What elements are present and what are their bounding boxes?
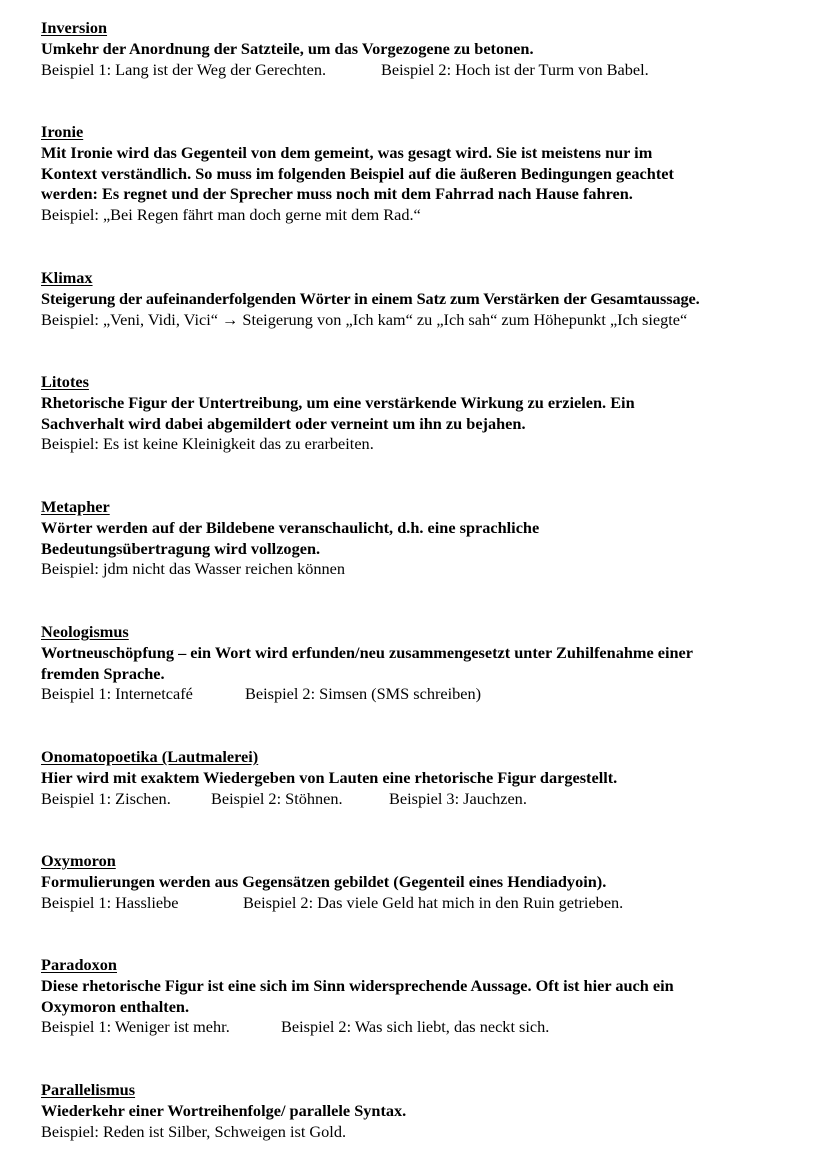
definition-line: Rhetorische Figur der Untertreibung, um eine verstärkende Wirkung zu erzielen. Ein (41, 392, 635, 412)
example-line (41, 559, 821, 580)
entry-neologismus (41, 622, 821, 705)
definition-line: Formulierungen werden aus Gegensätzen gebildet (Gegenteil eines Hendiadyoin). (41, 871, 607, 891)
example-text: Beispiel 3: Jauchzen. (389, 788, 527, 808)
term-heading: Metapher (41, 497, 110, 516)
entry-klimax (41, 268, 821, 330)
term-heading: Inversion (41, 18, 108, 37)
entry-metapher (41, 497, 821, 580)
example-text: Beispiel: „Veni, Vidi, Vici“ → Steigerung von „Ich kam“ zu „Ich sah“ zum Höhepunkt „Ich siegte“ (41, 309, 688, 329)
term-heading: Litotes (41, 372, 89, 391)
term-heading: Neologismus (41, 622, 129, 641)
example-line (41, 1122, 821, 1143)
definition-line: Wiederkehr einer Wortreihenfolge/ parallele Syntax. (41, 1100, 407, 1120)
term-heading: Oxymoron (41, 851, 116, 870)
definition-line: Bedeutungsübertragung wird vollzogen. (41, 538, 321, 558)
example-line (41, 434, 821, 455)
definition-line: Steigerung der aufeinanderfolgenden Wörter in einem Satz zum Verstärken der Gesamtaussage. (41, 288, 700, 308)
example-text: Beispiel 2: Hoch ist der Turm von Babel. (381, 59, 649, 79)
example-text: Beispiel 1: Hassliebe (41, 892, 179, 912)
entry-litotes (41, 372, 821, 455)
example-line (41, 60, 821, 81)
definition-line: Sachverhalt wird dabei abgemildert oder verneint um ihn zu bejahen. (41, 413, 526, 433)
example-text: Beispiel 2: Was sich liebt, das neckt sich. (281, 1017, 550, 1037)
example-text: Beispiel 2: Simsen (SMS schreiben) (245, 684, 482, 704)
definition-line: Wörter werden auf der Bildebene veranschaulicht, d.h. eine sprachliche (41, 517, 540, 537)
example-text: Beispiel 1: Weniger ist mehr. (41, 1017, 230, 1037)
example-line (41, 789, 821, 810)
example-text: Beispiel 1: Internetcafé (41, 684, 193, 704)
entry-inversion (41, 18, 821, 80)
example-line (41, 684, 821, 705)
definition-line: werden: Es regnet und der Sprecher muss noch mit dem Fahrrad nach Hause fahren. (41, 184, 633, 204)
example-text: Beispiel 2: Das viele Geld hat mich in den Ruin getrieben. (243, 892, 624, 912)
term-heading: Klimax (41, 268, 93, 287)
example-text: Beispiel 1: Zischen. (41, 788, 171, 808)
definition-line: Oxymoron enthalten. (41, 996, 190, 1016)
example-text: Beispiel 1: Lang ist der Weg der Gerechten. (41, 59, 327, 79)
example-text: Beispiel: „Bei Regen fährt man doch gerne mit dem Rad.“ (41, 205, 421, 225)
term-heading: Ironie (41, 122, 84, 141)
entry-oxymoron (41, 851, 821, 913)
term-heading: Paradoxon (41, 955, 117, 974)
example-text: Beispiel: Reden ist Silber, Schweigen ist Gold. (41, 1121, 347, 1141)
definition-line: Diese rhetorische Figur ist eine sich im Sinn widersprechende Aussage. Oft ist hier auch ein (41, 975, 674, 995)
definition-line: Kontext verständlich. So muss im folgenden Beispiel auf die äußeren Bedingungen geachtet (41, 163, 674, 183)
example-text: Beispiel: jdm nicht das Wasser reichen können (41, 559, 346, 579)
term-heading: Onomatopoetika (Lautmalerei) (41, 747, 259, 766)
definition-line: Hier wird mit exaktem Wiedergeben von Lauten eine rhetorische Figur dargestellt. (41, 767, 618, 787)
entry-paradoxon (41, 955, 821, 1038)
example-line (41, 310, 821, 331)
definition-line: Umkehr der Anordnung der Satzteile, um das Vorgezogene zu betonen. (41, 38, 534, 58)
entry-ironie (41, 122, 821, 226)
term-heading: Parallelismus (41, 1080, 136, 1099)
example-line (41, 893, 821, 914)
definition-line: Wortneuschöpfung – ein Wort wird erfunden/neu zusammengesetzt unter Zuhilfenahme einer (41, 642, 694, 662)
example-line (41, 205, 821, 226)
definition-line: Mit Ironie wird das Gegenteil von dem gemeint, was gesagt wird. Sie ist meistens nur im (41, 142, 653, 162)
entry-parallelismus (41, 1080, 821, 1142)
example-text: Beispiel: Es ist keine Kleinigkeit das zu erarbeiten. (41, 434, 374, 454)
entry-onomatopoetika (41, 747, 821, 809)
example-text: Beispiel 2: Stöhnen. (211, 788, 343, 808)
example-line (41, 1017, 821, 1038)
definition-line: fremden Sprache. (41, 663, 165, 683)
